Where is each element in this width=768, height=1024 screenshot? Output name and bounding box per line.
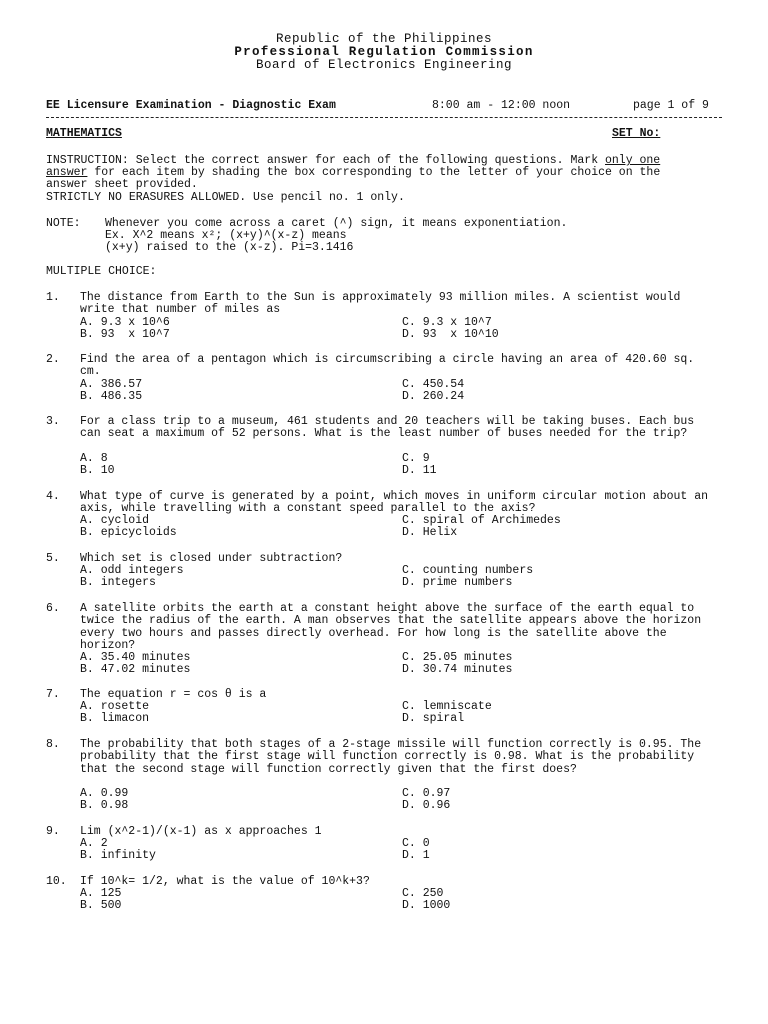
option-d: D. 30.74 minutes <box>402 663 513 676</box>
option-d: D. 0.96 <box>402 799 451 812</box>
option-d: D. Helix <box>402 526 458 539</box>
option-a: A. 9.3 x 10^6 <box>80 316 170 329</box>
question-text: If 10^k= 1/2, what is the value of 10^k+3? <box>80 875 370 888</box>
option-d: D. 1000 <box>402 899 451 912</box>
note-line-1: Whenever you come across a caret (^) sign, it means exponentiation. <box>105 217 568 230</box>
option-b: B. infinity <box>80 849 156 862</box>
question-number: 5. <box>46 552 60 565</box>
option-d: D. 11 <box>402 464 437 477</box>
option-c: C. spiral of Archimedes <box>402 514 561 527</box>
dashed-divider <box>46 117 722 118</box>
question-text: For a class trip to a museum, 461 students and 20 teachers will be taking buses. Each bus can seat a maximum of 52 persons. What is the least number of buses needed for the trip? <box>80 415 695 441</box>
option-b: B. 93 x 10^7 <box>80 328 170 341</box>
question-number: 3. <box>46 415 60 428</box>
page-number: page 1 of 9 <box>633 99 709 112</box>
question-text: A satellite orbits the earth at a constant height above the surface of the earth equal to twice the radius of the earth. A man observes that the satellite appears above the horizon every two hours and passes directly overhead. For how long is the satellite above the horizon? <box>80 602 702 652</box>
option-b: B. 10 <box>80 464 115 477</box>
question-number: 7. <box>46 688 60 701</box>
option-d: D. spiral <box>402 712 465 725</box>
option-d: D. 93 x 10^10 <box>402 328 499 341</box>
option-d: D. prime numbers <box>402 576 513 589</box>
exam-title: EE Licensure Examination - Diagnostic Exam <box>46 99 336 112</box>
option-c: C. 9.3 x 10^7 <box>402 316 492 329</box>
option-a: A. 386.57 <box>80 378 143 391</box>
option-a: A. 35.40 minutes <box>80 651 191 664</box>
note-line-3: (x+y) raised to the (x-z). Pi=3.1416 <box>105 241 354 254</box>
subject-heading: MATHEMATICS <box>46 127 122 140</box>
option-b: B. 0.98 <box>80 799 129 812</box>
option-c: C. 250 <box>402 887 444 900</box>
note-line-2: Ex. X^2 means x²; (x+y)^(x-z) means <box>105 229 347 242</box>
set-number-label: SET No: <box>612 127 661 140</box>
option-c: C. lemniscate <box>402 700 492 713</box>
option-c: C. 0 <box>402 837 430 850</box>
option-b: B. limacon <box>80 712 150 725</box>
option-a: A. 0.99 <box>80 787 129 800</box>
question-number: 4. <box>46 490 60 503</box>
question-text: What type of curve is generated by a point, which moves in uniform circular motion about an axis, while travelling with a constant speed parallel to the axis? <box>80 490 709 516</box>
header-board: Board of Electronics Engineering <box>255 58 513 72</box>
option-b: B. epicycloids <box>80 526 177 539</box>
note-label: NOTE: <box>46 217 81 230</box>
question-text: The probability that both stages of a 2-stage missile will function correctly is 0.95. The probability that the first stage will function correctly is 0.98. What is the probability that the second stage will function correctly given that the first does? <box>80 738 702 776</box>
option-a: A. 8 <box>80 452 108 465</box>
option-c: C. 0.97 <box>402 787 451 800</box>
option-a: A. cycloid <box>80 514 150 527</box>
instruction-line-2: answer for each item by shading the box corresponding to the letter of your choice on the <box>46 166 661 179</box>
instruction-line-3: answer sheet provided. <box>46 178 198 191</box>
instruction-line-1: INSTRUCTION: Select the correct answer for each of the following questions. Mark only one <box>46 154 661 167</box>
question-text: Find the area of a pentagon which is circumscribing a circle having an area of 420.60 sq. cm. <box>80 353 695 379</box>
question-number: 10. <box>46 875 67 888</box>
question-number: 9. <box>46 825 60 838</box>
option-c: C. counting numbers <box>402 564 534 577</box>
option-c: C. 9 <box>402 452 430 465</box>
instruction-line-4: STRICTLY NO ERASURES ALLOWED. Use pencil no. 1 only. <box>46 191 405 204</box>
question-text: The equation r = cos θ is a <box>80 688 267 701</box>
option-d: D. 260.24 <box>402 390 465 403</box>
question-number: 6. <box>46 602 60 615</box>
question-text: The distance from Earth to the Sun is approximately 93 million miles. A scientist would write that number of miles as <box>80 291 681 317</box>
option-a: A. 125 <box>80 887 122 900</box>
question-number: 2. <box>46 353 60 366</box>
option-c: C. 450.54 <box>402 378 465 391</box>
section-label: MULTIPLE CHOICE: <box>46 265 157 278</box>
option-b: B. 486.35 <box>80 390 143 403</box>
option-a: A. rosette <box>80 700 150 713</box>
header-commission: Professional Regulation Commission <box>234 45 534 59</box>
header-republic: Republic of the Philippines <box>275 32 493 46</box>
question-number: 1. <box>46 291 60 304</box>
option-d: D. 1 <box>402 849 430 862</box>
option-b: B. 500 <box>80 899 122 912</box>
exam-time: 8:00 am - 12:00 noon <box>432 99 571 112</box>
option-a: A. 2 <box>80 837 108 850</box>
question-number: 8. <box>46 738 60 751</box>
option-b: B. integers <box>80 576 156 589</box>
question-text: Which set is closed under subtraction? <box>80 552 343 565</box>
option-a: A. odd integers <box>80 564 184 577</box>
question-text: Lim (x^2-1)/(x-1) as x approaches 1 <box>80 825 322 838</box>
option-b: B. 47.02 minutes <box>80 663 191 676</box>
option-c: C. 25.05 minutes <box>402 651 513 664</box>
